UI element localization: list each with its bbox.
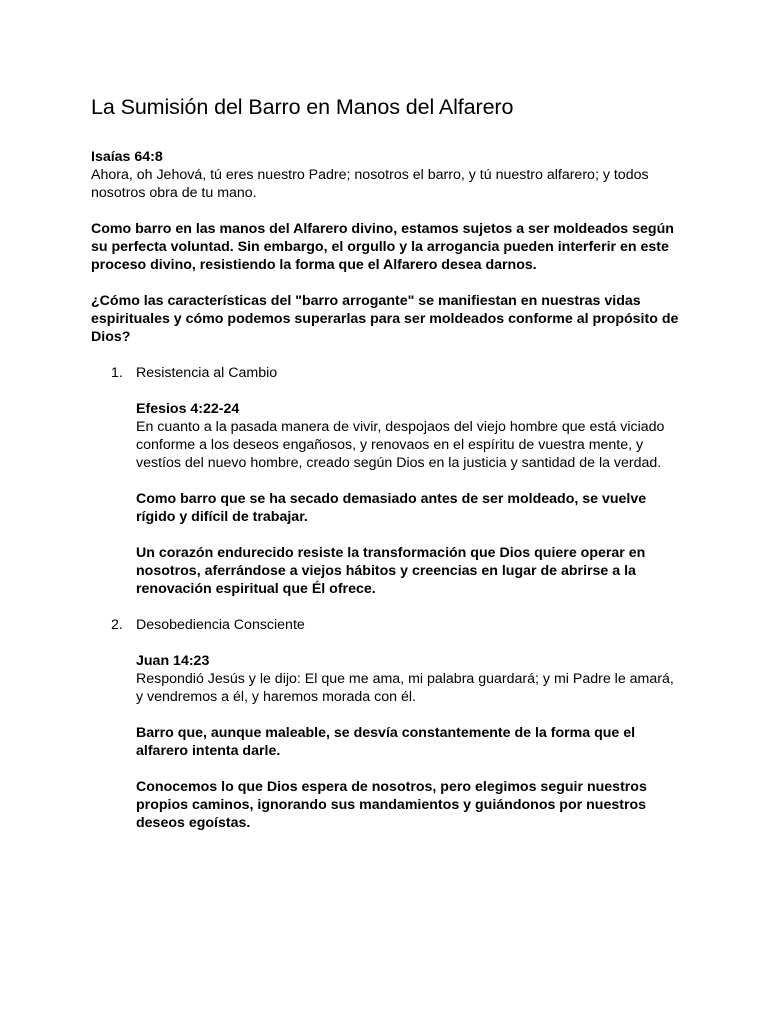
intro-reference [91,148,681,202]
point-number: 1. [111,365,123,381]
point-bold-text: Como barro que se ha secado demasiado antes de ser moldeado, se vuelve rígido y difícil de trabajar. [136,491,647,525]
point-reference-title: Juan 14:23 [136,653,210,669]
intro-reference-text: Ahora, oh Jehová, tú eres nuestro Padre; nosotros el barro, y tú nuestro alfarero; y todos nosotros obra de tu mano. [91,167,649,201]
point-number: 2. [111,617,123,633]
point-bold-text: Conocemos lo que Dios espera de nosotros, pero elegimos seguir nuestros propios caminos, ignorando sus mandamientos y guiándonos por nuestros deseos egoístas. [136,779,647,831]
point-reference [136,400,681,472]
list-item [91,364,681,598]
point-title: Desobediencia Consciente [136,617,305,633]
intro-paragraph: Como barro en las manos del Alfarero divino, estamos sujetos a ser moldeados según su perfecta voluntad. Sin embargo, el orgullo y la arrogancia pueden interferir en este proceso divino, resistiendo la forma que el Alfarero desea darnos. [91,221,674,273]
central-question: ¿Cómo las características del "barro arrogante" se manifiestan en nuestras vidas espirituales y cómo podemos superarlas para ser moldeados conforme al propósito de Dios? [91,293,679,345]
intro-reference-title: Isaías 64:8 [91,149,163,165]
point-reference [136,652,681,706]
point-reference-title: Efesios 4:22-24 [136,401,240,417]
list-item [91,616,681,832]
document-page [91,92,681,850]
point-title: Resistencia al Cambio [136,365,278,381]
point-bold-text: Barro que, aunque maleable, se desvía constantemente de la forma que el alfarero intenta darle. [136,725,636,759]
document-title: La Sumisión del Barro en Manos del Alfarero [91,95,514,119]
point-reference-text: Respondió Jesús y le dijo: El que me ama, mi palabra guardará; y mi Padre le amará, y vendremos a él, y haremos morada con él. [136,671,674,705]
points-list [91,364,681,832]
point-reference-text: En cuanto a la pasada manera de vivir, despojaos del viejo hombre que está viciado conforme a los deseos engañosos, y renovaos en el espíritu de vuestra mente, y vestíos del nuevo hombre, creado según Dios en la justicia y santidad de la verdad. [136,419,665,471]
point-bold-text: Un corazón endurecido resiste la transformación que Dios quiere operar en nosotros, aferrándose a viejos hábitos y creencias en lugar de abrirse a la renovación espiritual que Él ofrece. [136,545,646,597]
